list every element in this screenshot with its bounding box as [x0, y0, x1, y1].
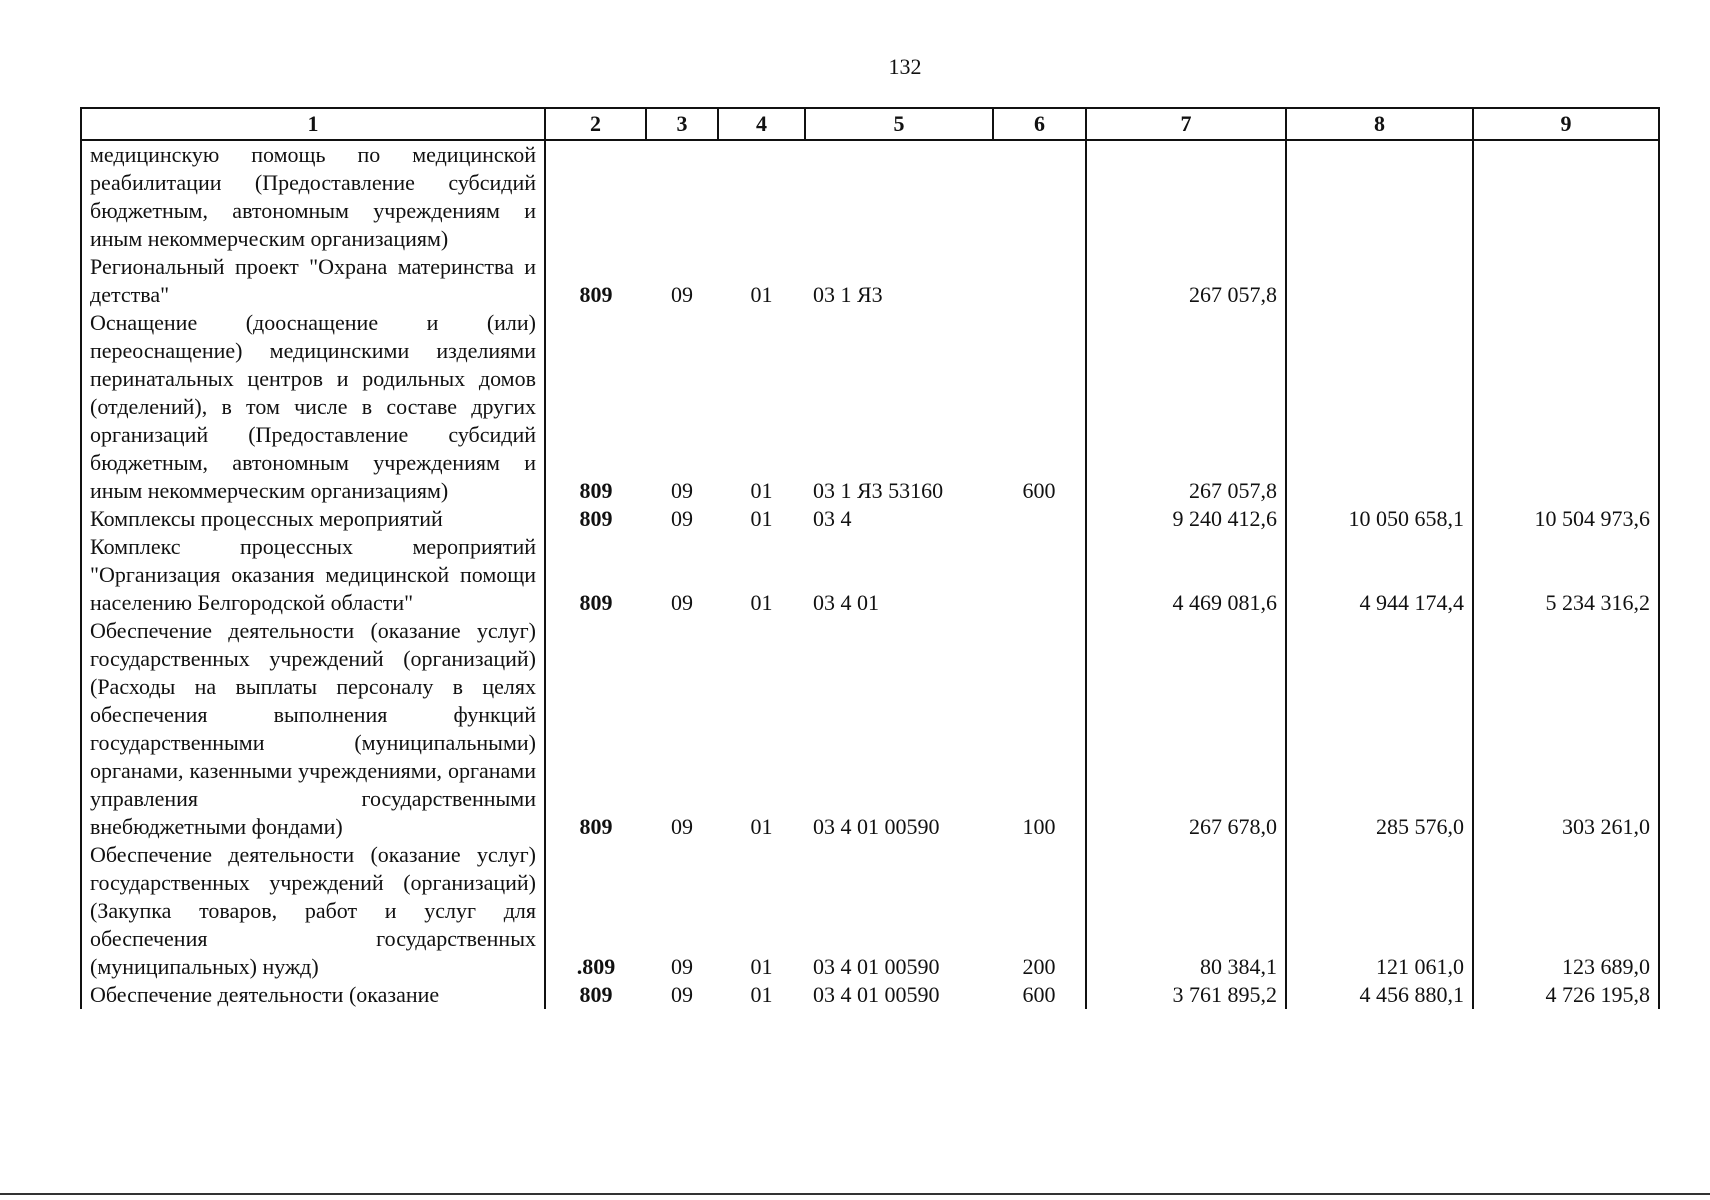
cell-section: 09	[671, 814, 693, 839]
cell-expense-type: 100	[1022, 814, 1056, 839]
scan-edge-divider	[0, 1193, 1710, 1195]
cell-amount-1: 267 057,8	[1086, 309, 1286, 505]
cell-target-article: 03 4	[813, 506, 852, 531]
cell-amount-1: 4 469 081,6	[1086, 533, 1286, 617]
row-name: Комплексы процессных мероприятий	[81, 505, 545, 533]
row-name: Оснащение (дооснащение и (или) переоснащение) медицинскими изделиями перинатальных центров и родильных домов (отделений), в том числе в составе других организаций (Предоставление субсидий бюджетным, автономным учреждениям и иным некоммерческим организациям)	[81, 309, 545, 505]
cell-ministry: 809	[579, 506, 613, 531]
cell-expense-type: 600	[1022, 982, 1056, 1007]
cell-target-article: 03 4 01 00590	[813, 814, 940, 839]
row-name: медицинскую помощь по медицинской реабилитации (Предоставление субсидий бюджетным, автономным учреждениям и иным некоммерческим организациям)	[81, 140, 545, 253]
cell-ministry	[545, 140, 646, 253]
cell-section: 09	[671, 982, 693, 1007]
table-row	[81, 505, 1659, 533]
cell-section: 09	[671, 506, 693, 531]
cell-amount-1: 267 057,8	[1086, 253, 1286, 309]
cell-target-article	[805, 140, 993, 253]
header-cell-5: 5	[805, 108, 993, 140]
cell-amount-1	[1086, 140, 1286, 253]
cell-amount-3	[1473, 309, 1659, 505]
cell-target-article: 03 4 01 00590	[813, 982, 940, 1007]
cell-section	[646, 140, 718, 253]
header-row	[81, 108, 1659, 140]
header-cell-9: 9	[1473, 108, 1659, 140]
cell-amount-2: 285 576,0	[1286, 617, 1473, 841]
row-name: Обеспечение деятельности (оказание	[81, 981, 545, 1009]
page-number: 132	[888, 54, 922, 79]
table-row	[81, 140, 1659, 253]
cell-amount-1: 267 678,0	[1086, 617, 1286, 841]
cell-ministry: 809	[579, 282, 613, 307]
cell-expense-type	[993, 140, 1086, 253]
cell-subsection: 01	[750, 954, 773, 979]
cell-amount-1: 80 384,1	[1086, 841, 1286, 981]
cell-subsection	[718, 140, 805, 253]
budget-table	[80, 107, 1660, 1009]
cell-section: 09	[671, 954, 693, 979]
cell-expense-type: 600	[1022, 478, 1056, 503]
table-row	[81, 841, 1659, 981]
table-row	[81, 617, 1659, 841]
table-row	[81, 309, 1659, 505]
cell-section: 09	[671, 478, 693, 503]
header-cell-1: 1	[81, 108, 545, 140]
cell-section: 09	[671, 282, 693, 307]
cell-target-article: 03 4 01 00590	[813, 954, 940, 979]
row-name: Комплекс процессных мероприятий "Организация оказания медицинской помощи населению Белгородской области"	[81, 533, 545, 617]
cell-section: 09	[671, 590, 693, 615]
cell-subsection: 01	[750, 282, 773, 307]
header-cell-2: 2	[545, 108, 646, 140]
header-cell-3: 3	[646, 108, 718, 140]
cell-target-article: 03 4 01	[813, 590, 879, 615]
header-cell-7: 7	[1086, 108, 1286, 140]
cell-amount-2	[1286, 140, 1473, 253]
cell-amount-2	[1286, 253, 1473, 309]
cell-amount-1: 3 761 895,2	[1086, 981, 1286, 1009]
cell-amount-3: 303 261,0	[1473, 617, 1659, 841]
cell-amount-3	[1473, 140, 1659, 253]
cell-amount-3: 5 234 316,2	[1473, 533, 1659, 617]
cell-subsection: 01	[750, 506, 773, 531]
cell-amount-3: 123 689,0	[1473, 841, 1659, 981]
header-cell-8: 8	[1286, 108, 1473, 140]
cell-amount-2: 4 944 174,4	[1286, 533, 1473, 617]
cell-expense-type	[993, 505, 1086, 533]
cell-target-article: 03 1 Я3	[813, 282, 883, 307]
cell-ministry: 809	[579, 590, 613, 615]
cell-ministry: .809	[576, 954, 616, 979]
cell-subsection: 01	[750, 590, 773, 615]
cell-target-article: 03 1 Я3 53160	[813, 478, 944, 503]
header-cell-4: 4	[718, 108, 805, 140]
cell-amount-2	[1286, 309, 1473, 505]
table-row	[81, 253, 1659, 309]
cell-expense-type	[993, 253, 1086, 309]
cell-amount-2: 121 061,0	[1286, 841, 1473, 981]
cell-amount-3: 4 726 195,8	[1473, 981, 1659, 1009]
cell-amount-2: 10 050 658,1	[1286, 505, 1473, 533]
cell-amount-1: 9 240 412,6	[1086, 505, 1286, 533]
cell-subsection: 01	[750, 814, 773, 839]
cell-ministry: 809	[579, 814, 613, 839]
cell-expense-type	[993, 533, 1086, 617]
cell-subsection: 01	[750, 982, 773, 1007]
header-cell-6: 6	[993, 108, 1086, 140]
cell-ministry: 809	[579, 982, 613, 1007]
cell-subsection: 01	[750, 478, 773, 503]
row-name: Региональный проект "Охрана материнства и детства"	[81, 253, 545, 309]
cell-expense-type: 200	[1022, 954, 1056, 979]
cell-amount-3	[1473, 253, 1659, 309]
table-row	[81, 981, 1659, 1009]
row-name: Обеспечение деятельности (оказание услуг) государственных учреждений (организаций) (Закупка товаров, работ и услуг для обеспечения государственных (муниципальных) нужд)	[81, 841, 545, 981]
cell-amount-3: 10 504 973,6	[1473, 505, 1659, 533]
cell-ministry: 809	[579, 478, 613, 503]
row-name: Обеспечение деятельности (оказание услуг) государственных учреждений (организаций) (Расходы на выплаты персоналу в целях обеспечения выполнения функций государственными (муниципальными) органами, казенными учреждениями, органами управления государственными внебюджетными фондами)	[81, 617, 545, 841]
table-row	[81, 533, 1659, 617]
cell-amount-2: 4 456 880,1	[1286, 981, 1473, 1009]
